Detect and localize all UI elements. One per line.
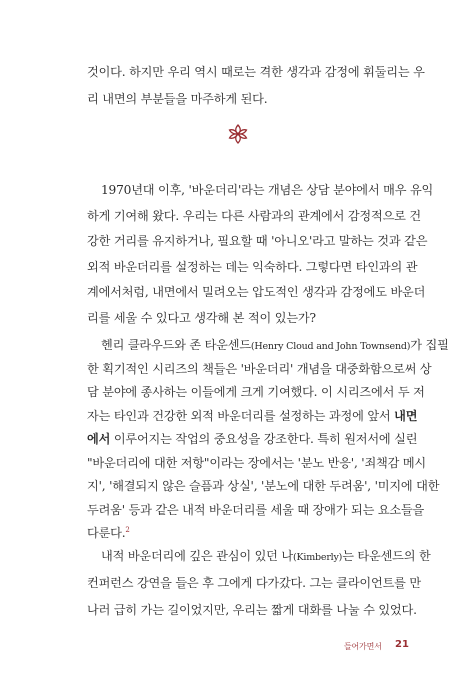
body-line: 나러 급히 가는 길이었지만, 우리는 짧게 대화를 나눌 수 있었다. bbox=[87, 603, 417, 617]
running-footer-label: 들어가면서 bbox=[344, 642, 382, 651]
intro-line: 것이다. 하지만 우리 역시 때로는 격한 생각과 감정에 휘둘리는 우 bbox=[87, 65, 425, 79]
body-text: 는 타운센드의 한 bbox=[342, 549, 431, 563]
body-line: 두려움' 등과 같은 내적 바운더리를 세울 때 장애가 되는 요소들을 bbox=[87, 502, 425, 517]
author-names: 헨리 클라우드와 존 타운센드 bbox=[101, 338, 251, 352]
body-line bbox=[87, 431, 418, 447]
lotus-flower-icon bbox=[226, 122, 250, 146]
emphasis-text: 내면 bbox=[394, 408, 418, 423]
body-text: 가 집필 bbox=[410, 338, 449, 352]
body-text: 자는 타인과 건강한 외적 바운더리를 설정하는 과정에 앞서 bbox=[87, 408, 395, 423]
body-text: 다룬다. bbox=[87, 526, 126, 540]
body-line: 외적 바운더리를 설정하는 데는 익숙하다. 그렇다면 타인과의 관 bbox=[87, 259, 418, 274]
author-name-latin: (Kimberly) bbox=[292, 552, 343, 563]
body-line: 1970년대 이후, '바운더리'라는 개념은 상담 분야에서 매우 유익 bbox=[101, 183, 434, 197]
body-line: 지', '해결되지 않은 슬픔과 상실', '분노에 대한 두려움', '미지에 대한 bbox=[87, 479, 440, 493]
body-line: 한 획기적인 시리즈의 책들은 '바운더리' 개념을 대중화함으로써 상 bbox=[87, 361, 432, 376]
body-line: 강한 거리를 유지하거나, 필요할 때 '아니오'라고 말하는 것과 같은 bbox=[87, 234, 428, 248]
body-line bbox=[87, 408, 418, 424]
body-line: 리를 세울 수 있다고 생각해 본 적이 있는가? bbox=[87, 310, 316, 325]
body-line bbox=[87, 337, 449, 353]
body-line bbox=[87, 525, 403, 541]
emphasis-text: 에서 bbox=[87, 432, 111, 446]
page-number: 21 bbox=[395, 639, 409, 650]
body-line: 컨퍼런스 강연을 들은 후 그에게 다가갔다. 그는 클라이언트를 만 bbox=[87, 576, 421, 590]
body-text: 이루어지는 작업의 중요성을 강조한다. 특히 원저서에 실린 bbox=[110, 432, 418, 446]
body-text: 내적 바운더리에 깊은 관심이 있던 나 bbox=[101, 549, 293, 563]
intro-line: 리 내면의 부분들을 마주하게 된다. bbox=[87, 92, 268, 106]
body-line: 담 분야에 종사하는 이들에게 크게 기여했다. 이 시리즈에서 두 저 bbox=[87, 385, 425, 399]
body-line bbox=[87, 548, 431, 564]
body-line: 계에서처럼, 내면에서 밀려오는 압도적인 생각과 감정에도 바운더 bbox=[87, 285, 426, 299]
author-names-latin: (Henry Cloud and John Townsend) bbox=[250, 341, 411, 352]
footnote-marker[interactable]: 2 bbox=[125, 525, 130, 534]
body-line: "바운더리에 대한 저항"이라는 장에서는 '분노 반응', '죄책감 메시 bbox=[87, 455, 426, 470]
body-line: 하게 기여해 왔다. 우리는 다른 사람과의 관계에서 감정적으로 건 bbox=[87, 208, 421, 223]
